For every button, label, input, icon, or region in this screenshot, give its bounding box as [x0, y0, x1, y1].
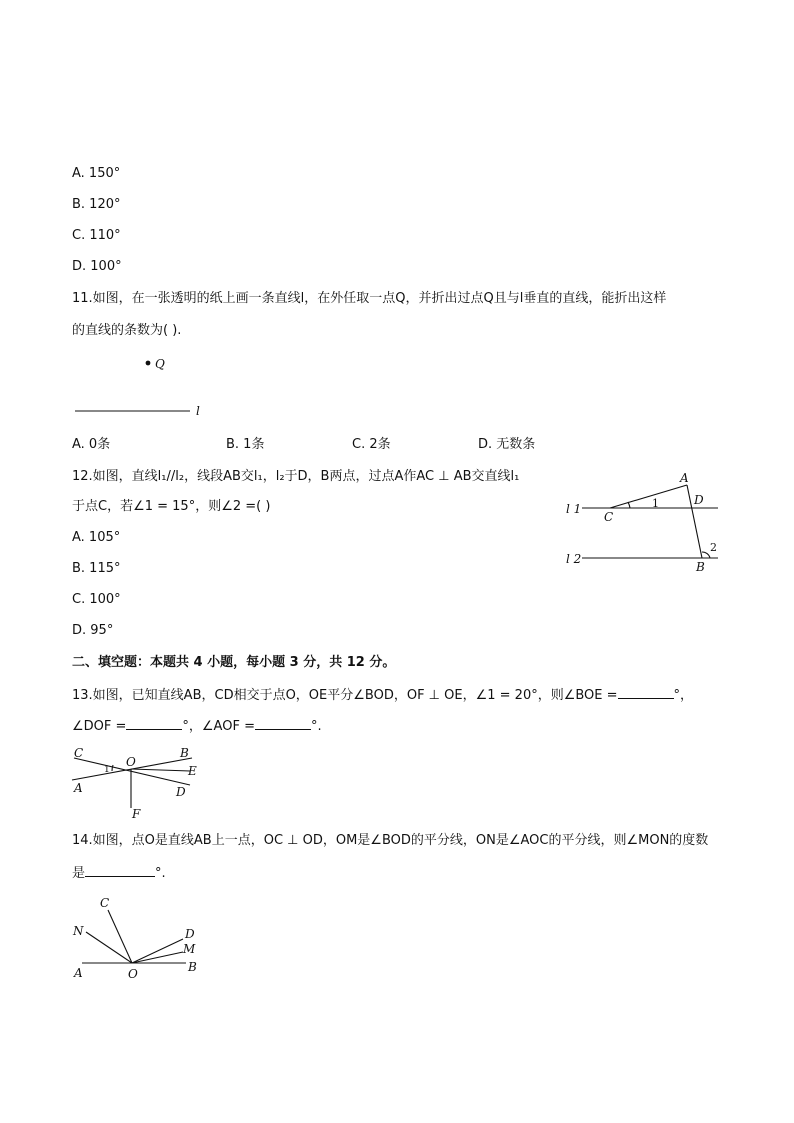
- q11-option-d: D. 无数条: [478, 437, 536, 452]
- label-d: D: [694, 493, 704, 507]
- label-angle-1: 1: [652, 497, 659, 510]
- label-l2: l 2: [566, 552, 582, 566]
- q14-text-2a: 是: [72, 866, 86, 881]
- q10-option-d: D. 100°: [72, 259, 122, 274]
- label-m: M: [183, 942, 196, 956]
- ray-od: [132, 939, 183, 963]
- q11-option-a: A. 0条: [72, 437, 111, 452]
- label-b: B: [180, 746, 189, 760]
- q12-option-d: D. 95°: [72, 623, 114, 638]
- label-b: B: [696, 560, 705, 574]
- q12-stem-line2: 于点C，若∠1 = 15°，则∠2 =( ): [72, 499, 271, 514]
- label-c: C: [74, 746, 84, 760]
- label-a: A: [74, 966, 83, 980]
- label-angle-2: 2: [710, 541, 717, 554]
- q13-text-1b: °，: [673, 688, 694, 703]
- q13-text-2a: ∠DOF =: [72, 719, 127, 734]
- label-o: O: [128, 967, 138, 981]
- label-d: D: [185, 927, 195, 941]
- label-c: C: [604, 510, 614, 524]
- q11-option-b: B. 1条: [226, 437, 265, 452]
- label-a: A: [680, 471, 689, 485]
- label-a: A: [74, 781, 83, 795]
- section-heading: 二、填空题：本题共 4 小题，每小题 3 分，共 12 分。: [72, 655, 396, 670]
- label-n: N: [73, 924, 84, 938]
- label-c: C: [100, 896, 110, 910]
- label-l1: l 1: [566, 502, 582, 516]
- ray-om: [132, 952, 183, 963]
- q12-option-a: A. 105°: [72, 530, 121, 545]
- q11-stem-line1: 11.如图，在一张透明的纸上画一条直线l，在外任取一点Q，并折出过点Q且与l垂直的直线，能折出这样: [72, 291, 667, 306]
- label-e: E: [188, 764, 197, 778]
- q14-text-2b: °.: [155, 866, 166, 881]
- q12-option-b: B. 115°: [72, 561, 121, 576]
- label-b: B: [188, 960, 197, 974]
- q11-stem-line2: 的直线的条数为( ).: [72, 323, 182, 338]
- label-o: O: [126, 755, 136, 769]
- q13-text-2b: °，∠AOF =: [182, 719, 255, 734]
- q13-text-2c: °.: [310, 719, 322, 734]
- line-l-label: l: [196, 404, 200, 418]
- q14-stem-line1: 14.如图，点O是直线AB上一点，OC ⊥ OD，OM是∠BOD的平分线，ON是∠AOC的平分线，则∠MON的度数: [72, 833, 709, 848]
- q12-stem-line1: 12.如图，直线l₁//l₂，线段AB交l₁，l₂于D，B两点，过点A作AC ⊥ AB交直线l₁: [72, 469, 520, 484]
- q10-option-b: B. 120°: [72, 197, 121, 212]
- q10-option-a: A. 150°: [72, 166, 121, 181]
- q10-option-c: C. 110°: [72, 228, 121, 243]
- q12-option-c: C. 100°: [72, 592, 121, 607]
- q11-option-c: C. 2条: [352, 437, 391, 452]
- point-q-label: Q: [155, 357, 165, 371]
- label-angle-1: 1: [104, 765, 110, 775]
- label-f: F: [132, 807, 141, 821]
- label-d: D: [176, 785, 186, 799]
- q13-text-1a: 13.如图，已知直线AB，CD相交于点O，OE平分∠BOD，OF ⊥ OE，∠1 = 20°，则∠BOE =: [72, 688, 618, 703]
